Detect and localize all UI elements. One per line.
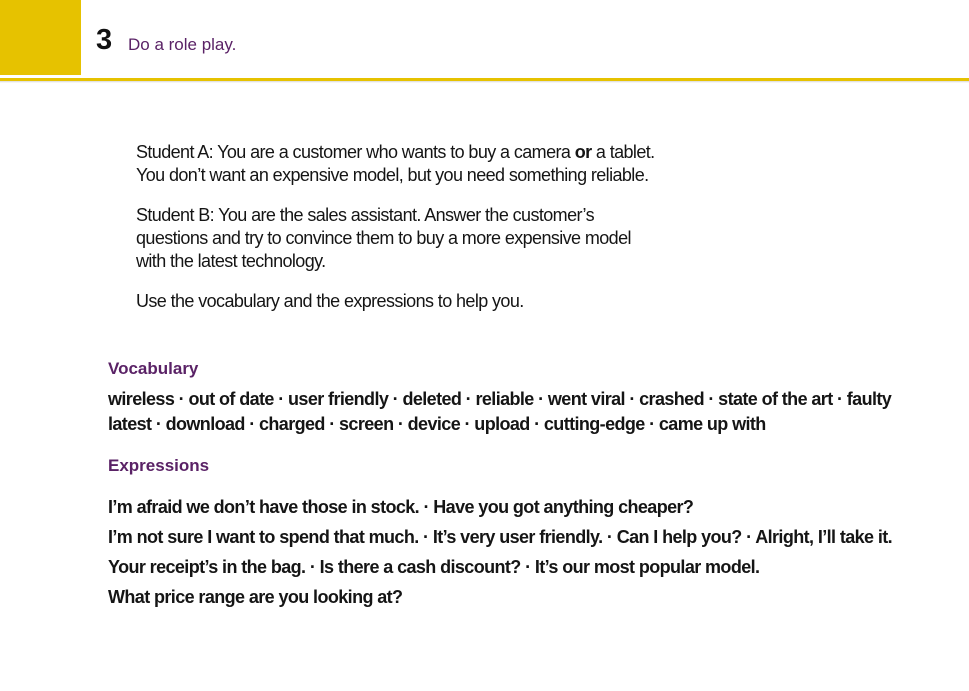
header-accent-block	[0, 0, 81, 75]
student-b-instruction	[136, 204, 696, 273]
student-a-line2: You don’t want an expensive model, but you need something reliable.	[136, 165, 649, 185]
vocabulary-line: latest · download · charged · screen · device · upload · cutting-edge · came up with	[108, 414, 766, 434]
task-number: 3	[96, 24, 113, 56]
student-a-or-emphasis: or	[574, 142, 592, 162]
vocabulary-list	[108, 387, 948, 437]
expressions-heading: Expressions	[108, 456, 210, 475]
student-a-line1-pre: Student A: You are a customer who wants to buy a camera	[136, 142, 575, 162]
expression-line: What price range are you looking at?	[108, 587, 403, 607]
expression-line: Your receipt’s in the bag. · Is there a cash discount? · It’s our most popular model.	[108, 557, 760, 577]
header-divider-shadow	[0, 81, 969, 83]
student-a-instruction	[136, 141, 696, 187]
student-a-line1-post: a tablet.	[591, 142, 655, 162]
student-b-line1: Student B: You are the sales assistant. Answer the customer’s	[136, 205, 595, 225]
vocabulary-heading: Vocabulary	[108, 359, 199, 378]
expressions-list	[108, 492, 948, 612]
instructions	[136, 141, 696, 330]
vocabulary-line: wireless · out of date · user friendly · deleted · reliable · went viral · crashed · state of the art · faulty	[108, 389, 892, 409]
expression-line: I’m not sure I want to spend that much. · It’s very user friendly. · Can I help you? · Alright, I’ll take it.	[108, 527, 893, 547]
student-b-line2: questions and try to convince them to buy a more expensive model	[136, 228, 631, 248]
use-vocabulary-instruction: Use the vocabulary and the expressions to help you.	[136, 291, 524, 311]
expression-line: I’m afraid we don’t have those in stock. · Have you got anything cheaper?	[108, 497, 694, 517]
student-b-line3: with the latest technology.	[136, 251, 326, 271]
task-title: Do a role play.	[128, 35, 237, 54]
